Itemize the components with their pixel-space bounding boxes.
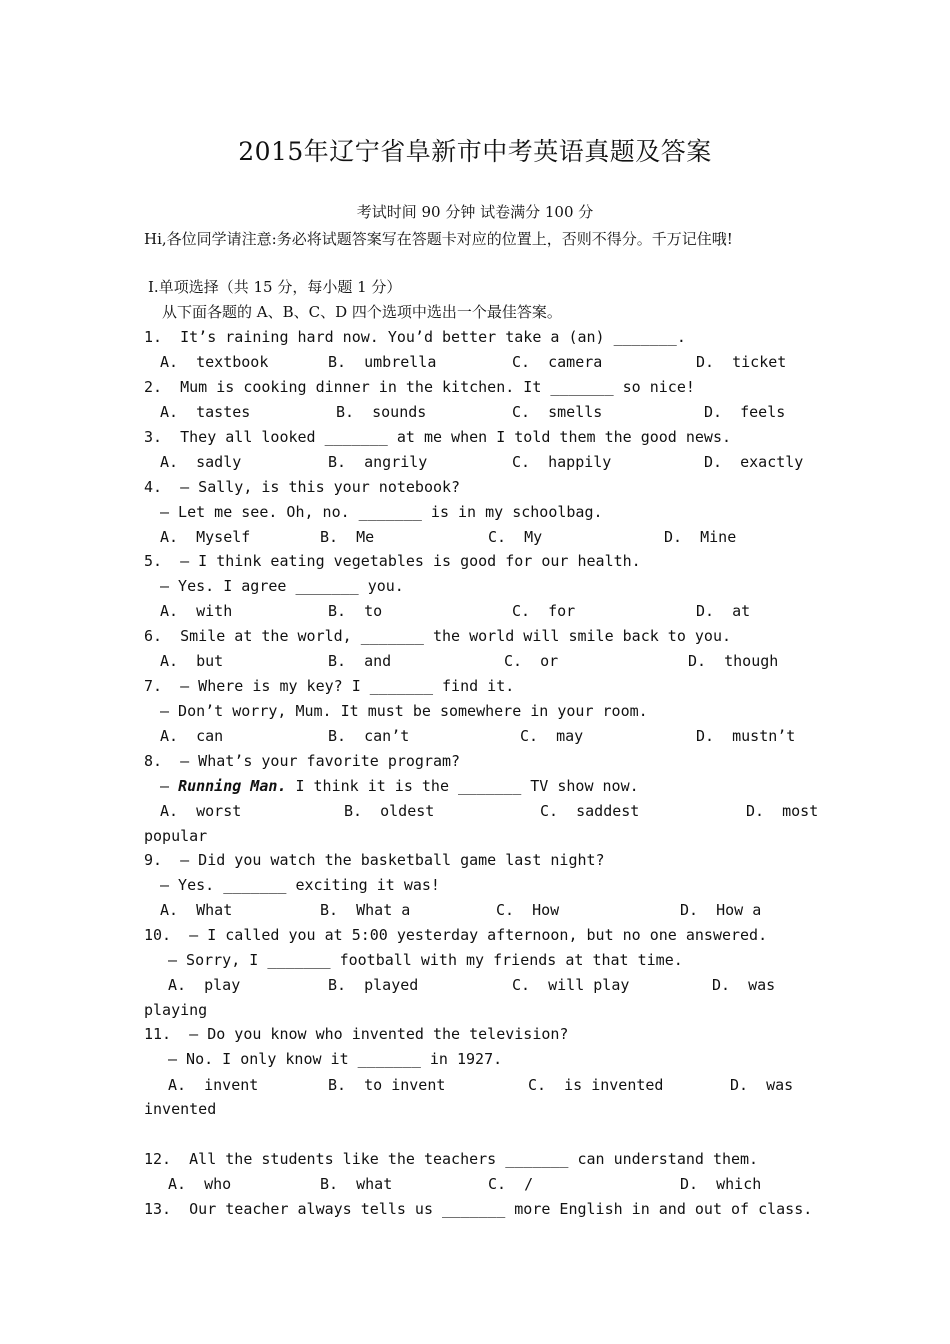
question-4-reply: — Let me see. Oh, no. _______ is in my schoolbag. [160,503,603,521]
q9-option-a: A. What [160,901,233,919]
question-13-stem: 13. Our teacher always tells us _______ more English in and out of class. [144,1200,813,1218]
q7-option-a: A. can [160,727,224,745]
q9-option-b: B. What a [320,901,411,919]
q8-option-b: B. oldest [344,802,435,820]
q1-option-c: C. camera [512,353,603,371]
section-instruction: 从下面各题的 A、B、C、D 四个选项中选出一个最佳答案。 [162,303,562,321]
page-title: 2015年辽宁省阜新市中考英语真题及答案 [238,137,712,166]
question-5-stem: 5. — I think eating vegetables is good for our health. [144,552,641,570]
q2-option-a: A. tastes [160,403,251,421]
question-1-stem: 1. It’s raining hard now. You’d better take a (an) _______. [144,328,686,346]
q7-option-b: B. can’t [328,727,410,745]
q4-option-a: A. Myself [160,528,251,546]
q10-option-d: D. was [712,976,776,994]
q5-option-b: B. to [328,602,383,620]
question-6-stem: 6. Smile at the world, _______ the world will smile back to you. [144,627,731,645]
q2-option-d: D. feels [704,403,786,421]
q11-option-a: A. invent [168,1076,259,1094]
q12-option-d: D. which [680,1175,762,1193]
q4-option-b: B. Me [320,528,375,546]
question-2-stem: 2. Mum is cooking dinner in the kitchen. It _______ so nice! [144,378,695,396]
q11-option-b: B. to invent [328,1076,446,1094]
question-9-reply: — Yes. _______ exciting it was! [160,876,440,894]
q1-option-b: B. umbrella [328,353,437,371]
question-11-stem: 11. — Do you know who invented the television? [144,1025,569,1043]
q10-option-a: A. play [168,976,241,994]
q6-option-a: A. but [160,652,224,670]
exam-info: 考试时间 90 分钟 试卷满分 100 分 [356,203,594,221]
q3-option-d: D. exactly [704,453,804,471]
q9-option-c: C. How [496,901,560,919]
program-title: Running Man. [178,777,287,795]
q3-option-a: A. sadly [160,453,242,471]
q7-option-c: C. may [520,727,584,745]
q1-option-a: A. textbook [160,353,269,371]
q11-option-c: C. is invented [528,1076,664,1094]
q8-option-c: C. saddest [540,802,640,820]
q10-option-c: C. will play [512,976,630,994]
question-9-stem: 9. — Did you watch the basketball game last night? [144,851,605,869]
q8-option-d: D. most [746,802,819,820]
q12-option-a: A. who [168,1175,232,1193]
q1-option-d: D. ticket [696,353,787,371]
question-7-stem: 7. — Where is my key? I _______ find it. [144,677,515,695]
q9-option-d: D. How a [680,901,762,919]
q3-option-b: B. angrily [328,453,428,471]
q2-option-b: B. sounds [336,403,427,421]
q6-option-b: B. and [328,652,392,670]
q4-option-d: D. Mine [664,528,737,546]
section-heading: Ⅰ.单项选择（共 15 分，每小题 1 分） [148,278,402,296]
question-10-stem: 10. — I called you at 5:00 yesterday afternoon, but no one answered. [144,926,768,944]
q12-option-c: C. / [488,1175,534,1193]
question-8-reply: — Running Man. I think it is the _______ TV show now. [160,777,639,795]
q6-option-d: D. though [688,652,779,670]
q10-option-d-wrap: playing [144,1001,208,1019]
question-12-stem: 12. All the students like the teachers _______ can understand them. [144,1150,759,1168]
question-5-reply: — Yes. I agree _______ you. [160,577,404,595]
q4-option-c: C. My [488,528,543,546]
q5-option-c: C. for [512,602,576,620]
question-10-reply: — Sorry, I _______ football with my friends at that time. [168,951,683,969]
q3-option-c: C. happily [512,453,612,471]
q8-option-a: A. worst [160,802,242,820]
question-4-stem: 4. — Sally, is this your notebook? [144,478,461,496]
q11-option-d: D. was [730,1076,794,1094]
q12-option-b: B. what [320,1175,393,1193]
q6-option-c: C. or [504,652,559,670]
q11-option-d-wrap: invented [144,1100,217,1118]
q2-option-c: C. smells [512,403,603,421]
q5-option-a: A. with [160,602,233,620]
question-3-stem: 3. They all looked _______ at me when I told them the good news. [144,428,731,446]
question-7-reply: — Don’t worry, Mum. It must be somewhere in your room. [160,702,648,720]
notice-text: Hi,各位同学请注意:务必将试题答案写在答题卡对应的位置上，否则不得分。千万记住哦! [144,230,733,248]
question-8-stem: 8. — What’s your favorite program? [144,752,461,770]
q5-option-d: D. at [696,602,751,620]
q10-option-b: B. played [328,976,419,994]
question-11-reply: — No. I only know it _______ in 1927. [168,1050,503,1068]
q7-option-d: D. mustn’t [696,727,796,745]
q8-option-d-wrap: popular [144,827,208,845]
